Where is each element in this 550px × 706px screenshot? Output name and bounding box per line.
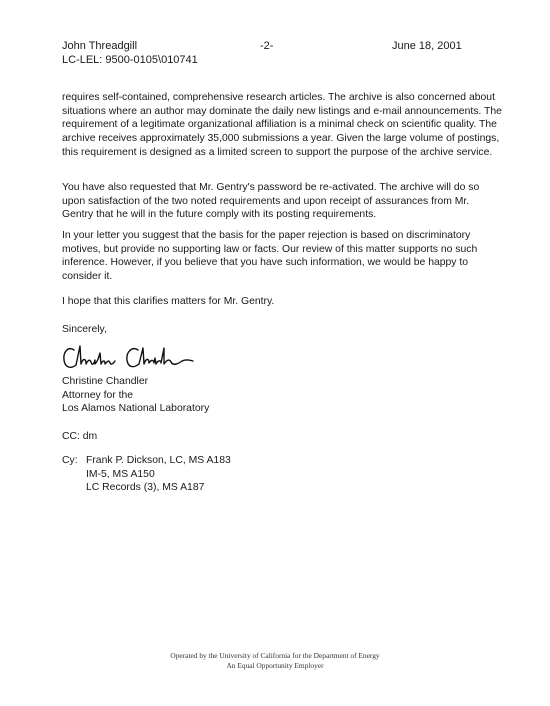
- copy-recipient: Frank P. Dickson, LC, MS A183: [86, 455, 231, 466]
- header-recipient-block: [62, 39, 198, 67]
- copy-recipient: IM-5, MS A150: [86, 468, 155, 480]
- footer-employer-line: An Equal Opportunity Employer: [226, 661, 324, 670]
- copy-recipient-list: [86, 454, 231, 495]
- copy-label: Cy:: [62, 455, 78, 466]
- header-recipient-name: John Threadgill: [62, 40, 138, 52]
- header-page-number: -2-: [260, 40, 274, 52]
- header-date: June 18, 2001: [392, 40, 462, 52]
- signer-name: Christine Chandler: [62, 376, 149, 387]
- header-reference-number: LC-LEL: 9500-0105\010741: [62, 54, 198, 66]
- cc-line: CC: dm: [62, 431, 98, 442]
- body-paragraph-1: requires self-contained, comprehensive research articles. The archive is also concerned about situations where an author may dominate the daily new listings and e-mail announcements. The requirement of a legitimate organizational affiliation is a minimal check on scientific quality. The archive receives approximately 35,000 submissions a year. Given the large volume of postings, this requirement is designed as a limited screen to support the purpose of the archive service.: [62, 92, 502, 158]
- copy-recipient: LC Records (3), MS A187: [86, 482, 205, 494]
- footer-operator-line: Operated by the University of California for the Department of Energy: [170, 651, 380, 660]
- body-paragraph-2: You have also requested that Mr. Gentry's password be re-activated. The archive will do so upon satisfaction of the two noted requirements and upon receipt of assurances from Mr. Gentry that he will in the future comply with its posting requirements.: [62, 182, 480, 221]
- signer-title-line-2: Los Alamos National Laboratory: [62, 403, 210, 415]
- body-paragraph-3: In your letter you suggest that the basis for the paper rejection is based on discriminatory motives, but provide no supporting law or facts. Our review of this matter supports no such inference. However, if you believe that you have such information, we would be happy to consider it.: [62, 230, 478, 283]
- signer-block: [62, 375, 502, 416]
- signer-title-line-1: Attorney for the: [62, 389, 134, 401]
- handwritten-signature: [60, 340, 200, 374]
- body-paragraph-4: I hope that this clarifies matters for Mr. Gentry.: [62, 296, 275, 307]
- closing-salutation: Sincerely,: [62, 324, 107, 335]
